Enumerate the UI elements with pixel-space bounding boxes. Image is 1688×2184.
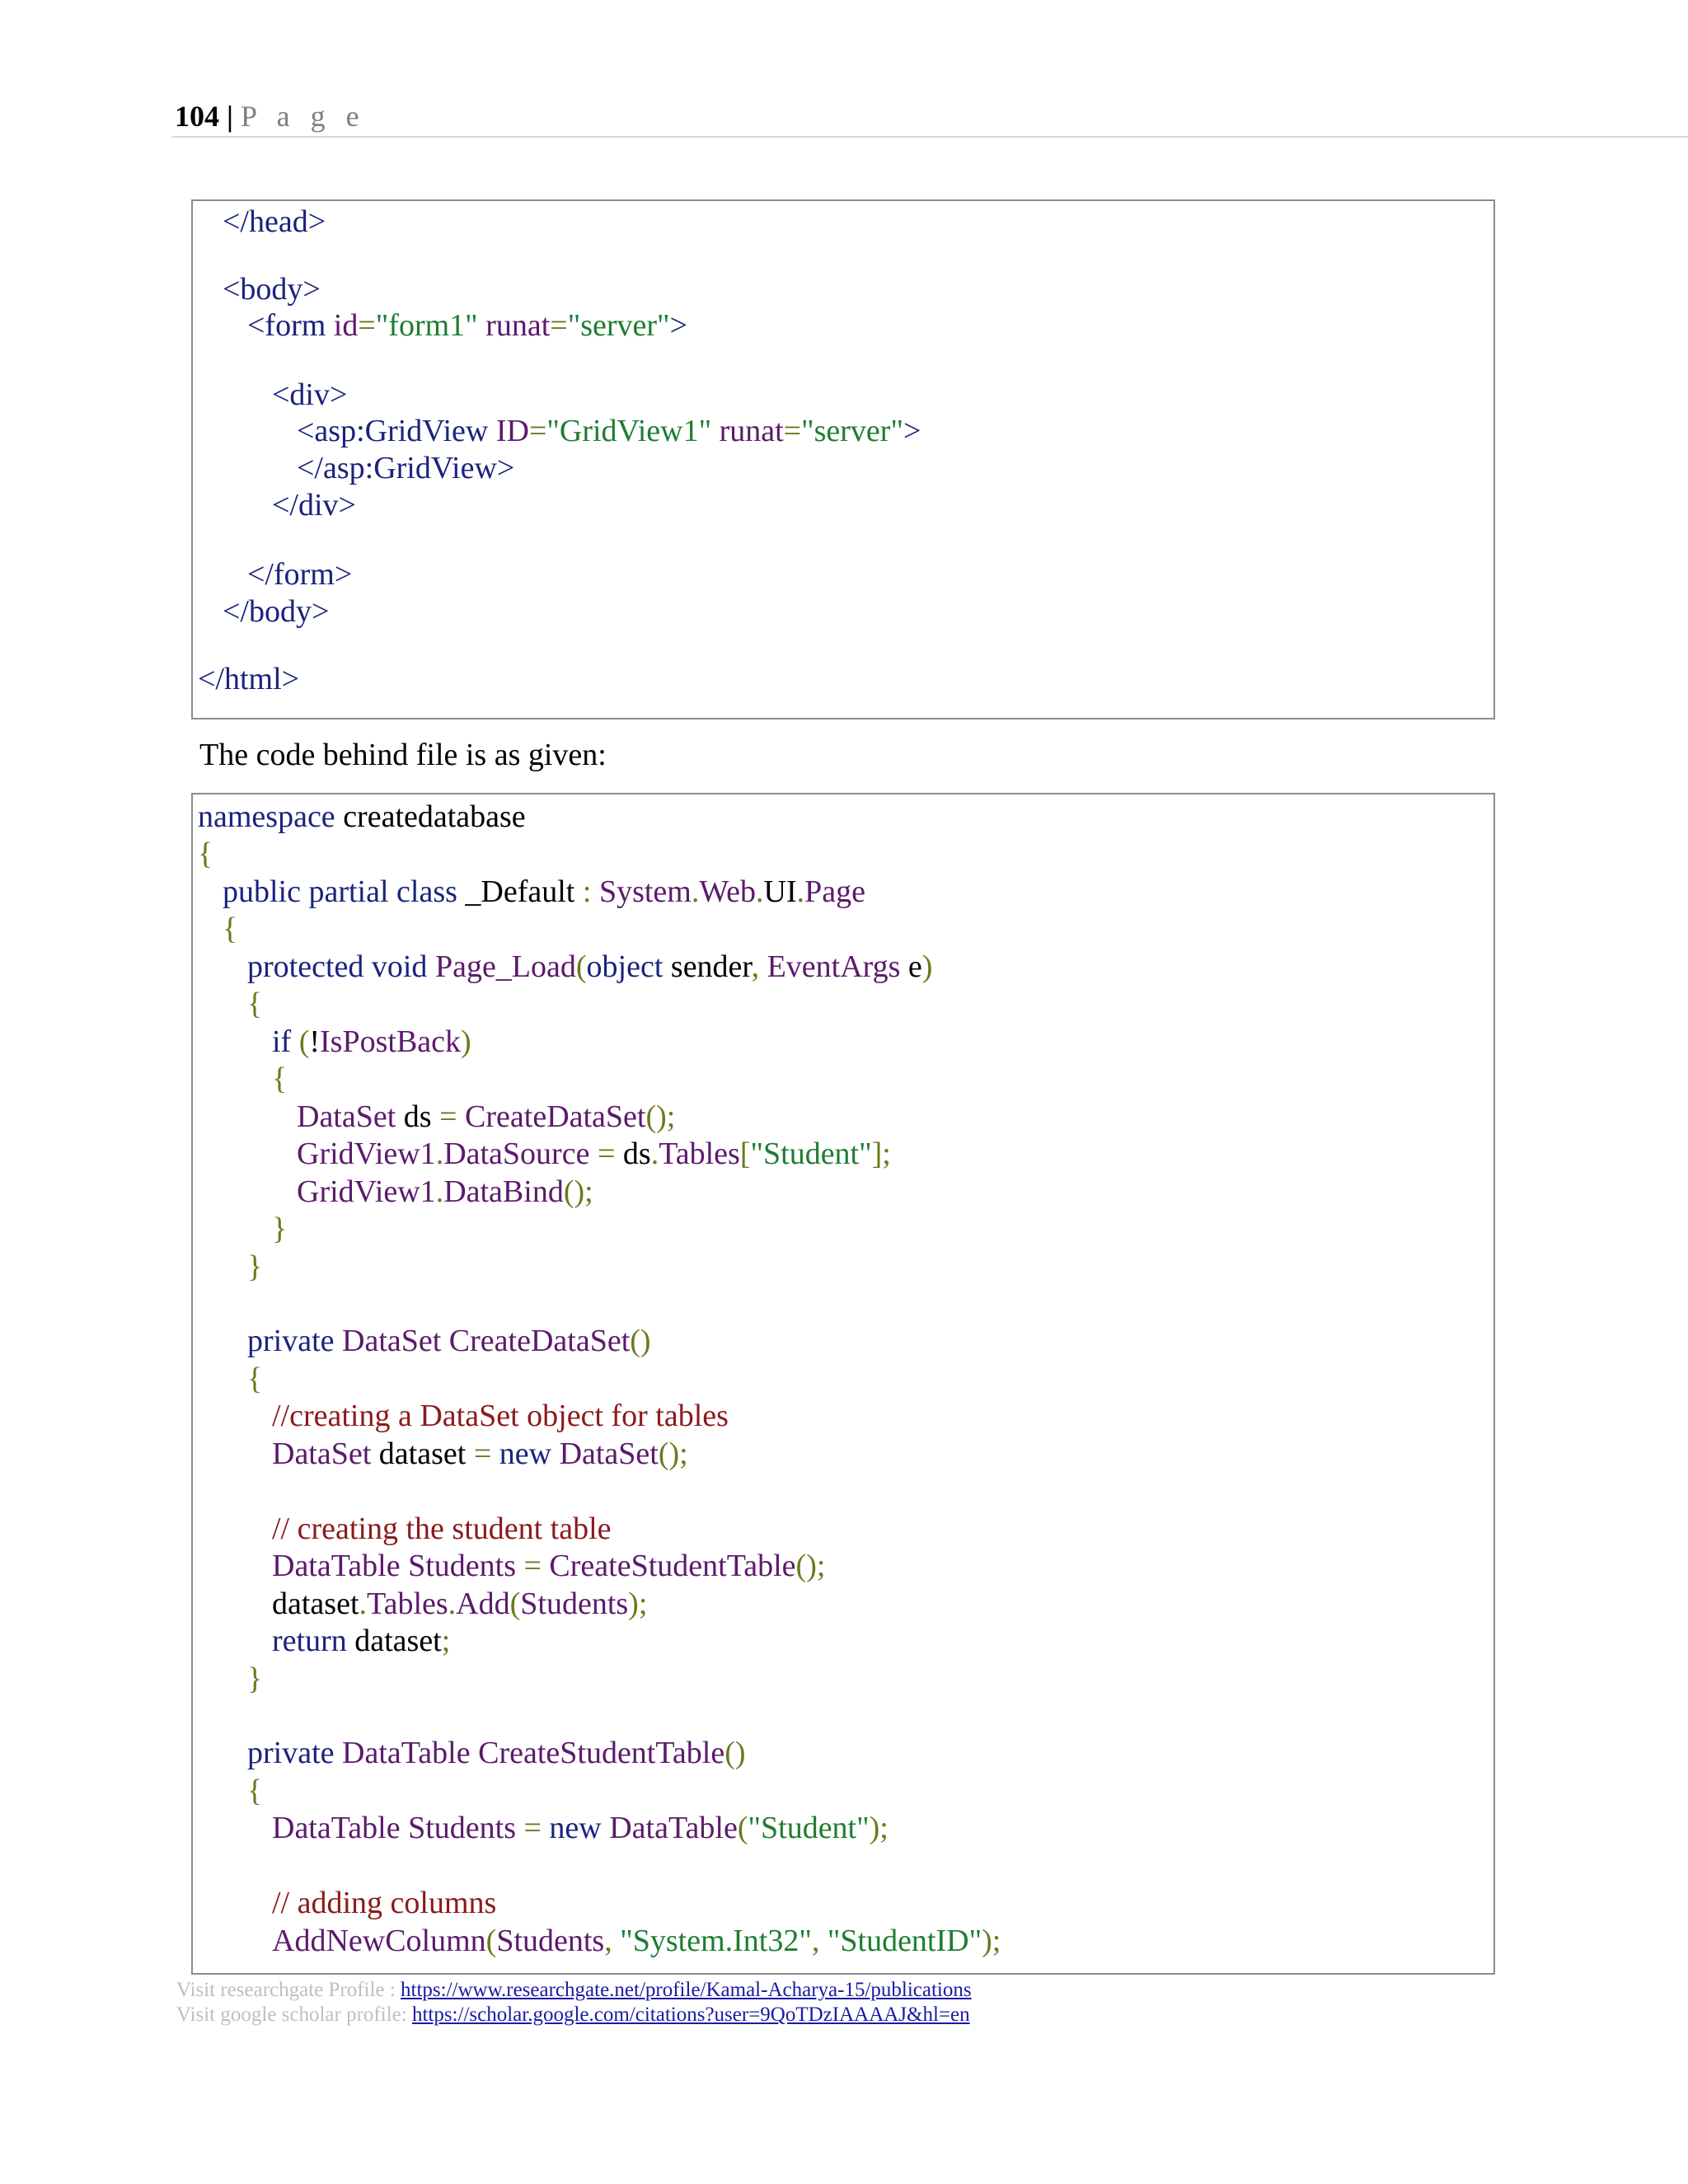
code-line	[297, 412, 921, 450]
code-line	[272, 1397, 729, 1435]
code-token: UI	[763, 874, 797, 909]
code-token: }	[247, 1661, 263, 1696]
page-header	[175, 97, 366, 135]
code-token: dataset	[272, 1586, 359, 1621]
code-token: }	[247, 1249, 263, 1284]
code-token: ,	[751, 949, 767, 984]
code-token: DataSource	[443, 1137, 590, 1171]
code-token: private	[247, 1324, 335, 1358]
code-line	[272, 1510, 612, 1548]
code-token: ,	[811, 1924, 828, 1958]
footer-scholar-label: Visit google scholar profile:	[176, 2004, 412, 2026]
code-token: ();	[658, 1436, 688, 1471]
code-token: e	[900, 949, 922, 984]
code-token: DataTable Students	[272, 1549, 516, 1583]
code-token: "GridView1"	[546, 414, 712, 448]
code-line	[297, 1173, 593, 1211]
code-token: object	[586, 949, 663, 984]
code-line	[198, 798, 526, 836]
code-token: <div>	[272, 377, 348, 412]
code-token: Add	[456, 1586, 510, 1621]
code-token: System	[591, 874, 692, 909]
code-line	[223, 270, 321, 308]
code-token: </head>	[223, 204, 326, 239]
code-line	[272, 1922, 1001, 1960]
code-token: )	[921, 949, 933, 984]
code-token: "System.Int32"	[620, 1924, 812, 1958]
code-token: {	[247, 1361, 263, 1396]
code-token: =	[550, 308, 568, 343]
code-token: EventArgs	[767, 949, 901, 984]
code-token: DataSet CreateDataSet	[334, 1324, 631, 1358]
code-line	[297, 1135, 891, 1173]
code-line	[272, 1210, 287, 1248]
page-number: 104	[175, 100, 219, 133]
code-token: .	[448, 1586, 457, 1621]
code-token: ];	[871, 1137, 891, 1171]
code-line	[198, 660, 299, 698]
footer-researchgate-link[interactable]: https://www.researchgate.net/profile/Kamal-Acharya-15/publications	[401, 1979, 972, 2001]
code-token: AddNewColumn	[272, 1924, 486, 1958]
code-token: ds	[396, 1099, 440, 1134]
code-token: {	[272, 1062, 288, 1096]
code-line	[272, 486, 356, 524]
code-token: {	[247, 987, 263, 1021]
code-token: {	[223, 912, 238, 946]
code-token: "server"	[567, 308, 670, 343]
code-token: return	[272, 1624, 347, 1658]
code-token: IsPostBack	[320, 1024, 462, 1059]
code-token: DataTable CreateStudentTable	[334, 1736, 725, 1770]
code-token: runat	[477, 308, 551, 343]
code-token: Tables	[659, 1137, 740, 1171]
code-line	[297, 1098, 675, 1136]
code-line	[247, 1322, 651, 1360]
code-token: );	[982, 1924, 1001, 1958]
code-token: Page_Load	[427, 949, 576, 984]
code-token: sender	[663, 949, 752, 984]
code-line	[247, 307, 687, 344]
code-token: ds	[622, 1137, 651, 1171]
code-token: <form	[247, 308, 334, 343]
code-line	[272, 1547, 825, 1585]
code-token: }	[272, 1212, 288, 1246]
code-token: ()	[630, 1324, 651, 1358]
code-token: {	[247, 1774, 263, 1808]
code-token: .	[650, 1137, 659, 1171]
code-token: _Default	[457, 874, 583, 909]
code-token: Web	[699, 874, 757, 909]
code-token: >	[669, 308, 687, 343]
code-token: private	[247, 1736, 335, 1770]
code-token: =	[589, 1137, 623, 1171]
code-token: dataset	[346, 1624, 442, 1658]
code-token: );	[628, 1586, 648, 1621]
code-token: )	[461, 1024, 471, 1059]
code-token: </asp:GridView>	[297, 451, 515, 485]
code-token: "Student"	[748, 1811, 870, 1845]
code-token: .	[756, 874, 764, 909]
code-line	[247, 985, 262, 1023]
code-token: DataBind	[443, 1174, 564, 1209]
code-line	[297, 449, 514, 487]
code-token: (	[509, 1586, 521, 1621]
code-line	[223, 873, 865, 911]
page-word: P a g e	[240, 100, 366, 133]
code-token: =	[473, 1436, 492, 1471]
code-token: Students	[496, 1924, 605, 1958]
footer-scholar-link[interactable]: https://scholar.google.com/citations?user=9QoTDzIAAAAJ&hl=en	[411, 2004, 970, 2026]
code-token: //creating a DataSet object for tables	[272, 1399, 729, 1433]
code-token: Students	[520, 1586, 629, 1621]
code-token: </html>	[198, 662, 300, 696]
markup-code-block	[191, 199, 1495, 719]
code-token: .	[796, 874, 805, 909]
code-token: new	[491, 1436, 552, 1471]
code-token: .	[435, 1174, 444, 1209]
code-token: DataSet	[297, 1099, 396, 1134]
code-token: DataTable	[601, 1811, 738, 1845]
code-token: (	[737, 1811, 748, 1845]
code-token: {	[198, 837, 213, 871]
code-line	[198, 835, 213, 873]
code-token: "Student"	[750, 1137, 872, 1171]
code-line	[223, 593, 329, 630]
code-line	[247, 948, 932, 986]
code-token: runat	[711, 414, 784, 448]
code-token: (	[291, 1024, 310, 1059]
code-token: "form1"	[375, 308, 478, 343]
code-token: .	[359, 1586, 368, 1621]
code-token: ,	[604, 1924, 621, 1958]
code-token: "server"	[801, 414, 903, 448]
code-token: =	[783, 414, 802, 448]
footer-scholar	[176, 2003, 970, 2027]
code-token: =	[439, 1099, 457, 1134]
code-token: </body>	[223, 594, 330, 629]
header-divider	[171, 136, 1688, 138]
code-token: namespace	[198, 799, 335, 834]
code-line	[223, 910, 237, 948]
code-token: =	[515, 1811, 550, 1845]
code-token: [	[739, 1137, 751, 1171]
code-token: ID	[495, 414, 529, 448]
code-token: DataSet	[272, 1436, 372, 1471]
code-line	[272, 1060, 287, 1098]
code-token: ();	[563, 1174, 593, 1209]
page-separator: |	[227, 100, 233, 133]
code-line	[223, 203, 326, 241]
code-token: dataset	[371, 1436, 474, 1471]
code-line	[272, 376, 347, 414]
code-token: DataTable Students	[272, 1811, 516, 1845]
code-line	[247, 555, 352, 593]
code-token: =	[358, 308, 376, 343]
code-token: DataSet	[551, 1436, 659, 1471]
code-line	[247, 1248, 262, 1286]
code-token: // adding columns	[272, 1886, 497, 1920]
code-token: protected void	[247, 949, 428, 984]
code-token: </div>	[272, 488, 356, 523]
code-token: CreateDataSet	[457, 1099, 646, 1134]
code-token: </form>	[247, 557, 353, 592]
code-line	[272, 1435, 688, 1473]
code-token: <body>	[223, 272, 321, 307]
code-line	[272, 1622, 450, 1660]
code-token: ()	[724, 1736, 746, 1770]
code-token: <asp:GridView	[297, 414, 496, 448]
code-token: new	[549, 1811, 602, 1845]
code-line	[272, 1809, 889, 1847]
code-token: GridView1	[297, 1174, 436, 1209]
footer-researchgate-label: Visit researchgate Profile :	[176, 1979, 401, 2001]
code-token: ;	[441, 1624, 451, 1658]
code-behind-caption: The code behind file is as given:	[199, 738, 607, 772]
code-token: (	[575, 949, 587, 984]
code-token: .	[691, 874, 700, 909]
code-line	[247, 1772, 262, 1810]
code-token: "StudentID"	[827, 1924, 982, 1958]
code-token: id	[333, 308, 359, 343]
code-token: ();	[795, 1549, 826, 1583]
code-line	[272, 1585, 647, 1623]
code-token: createdatabase	[335, 799, 526, 834]
code-token: =	[528, 414, 547, 448]
code-line	[272, 1884, 496, 1922]
code-token: if	[272, 1024, 292, 1059]
code-token: );	[869, 1811, 889, 1845]
code-line	[247, 1734, 746, 1772]
code-behind-block	[191, 793, 1495, 1975]
code-token: :	[582, 874, 592, 909]
code-line	[247, 1360, 262, 1398]
code-token: public partial class	[223, 874, 457, 909]
code-line	[272, 1023, 471, 1061]
code-token: .	[435, 1137, 444, 1171]
code-token: >	[903, 414, 921, 448]
code-line	[247, 1660, 262, 1698]
code-token: ();	[645, 1099, 676, 1134]
code-token: !	[309, 1024, 321, 1059]
code-token: CreateStudentTable	[549, 1549, 796, 1583]
code-token: (	[485, 1924, 497, 1958]
code-token: Page	[804, 874, 866, 909]
code-token: =	[515, 1549, 550, 1583]
code-token: GridView1	[297, 1137, 436, 1171]
footer-researchgate	[176, 1978, 972, 2003]
code-token: // creating the student table	[272, 1511, 612, 1546]
code-token: Tables	[367, 1586, 448, 1621]
